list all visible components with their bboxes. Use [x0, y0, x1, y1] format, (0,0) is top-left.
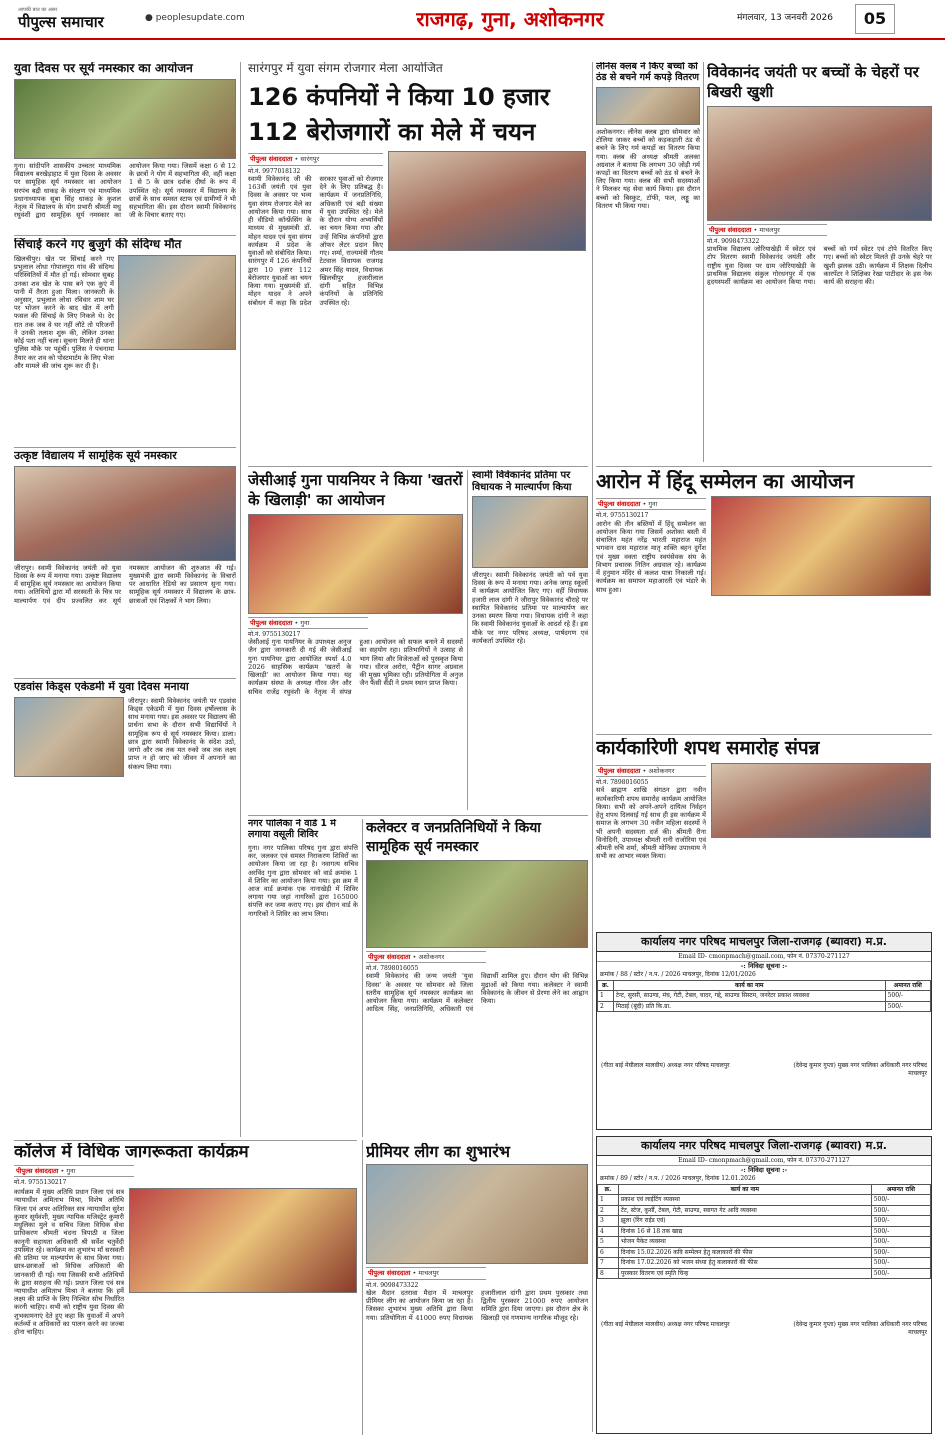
headline: उत्कृष्ट विद्यालय में सामूहिक सूर्य नमस्कार	[14, 450, 177, 462]
byline-mobile: मो.नं. 9755130217	[14, 1178, 67, 1186]
cell: 500/-	[871, 1226, 930, 1237]
headline: स्वामी विवेकानंद प्रतिमा पर विधायक ने माल्यार्पण किया	[472, 470, 572, 493]
cell: झूला (रिंग राईड एवं)	[618, 1216, 871, 1227]
photo	[14, 79, 236, 159]
photo	[711, 763, 931, 838]
photo	[388, 151, 586, 251]
byline-place: गुना	[66, 1166, 76, 1175]
byline-name: पीपुल्स संवाददाता	[250, 155, 293, 164]
byline-name: पीपुल्स संवाददाता	[368, 1269, 411, 1278]
photo	[248, 514, 463, 614]
cell: 500/-	[871, 1258, 930, 1269]
byline-mobile: मो.नं. 9977018132	[248, 167, 301, 175]
headline: कार्यकारिणी शपथ समारोह संपन्न	[596, 738, 820, 759]
story-body: आरोन की तीन बस्तियों में हिंदू सम्मेलन का आयोजन किया गया जिसमें अशोका बस्ती में संचालित महंत नरेंद्र भारती महाराज महंत भगवान दास महाराज मातृ शक्ति बहन दुर्गेश एवं मुख्य वक्ता राष्ट्रीय स्वयंसेवक संघ के विभाग प्रचारक नितिन अग्रवाल रहे। कार्यक्रम में हनुमान मंदिर से कलश यात्रा निकाली गई। कार्यक्रम का समापन महाआरती एवं भंडारे के साथ हुआ।	[596, 519, 706, 594]
table-row	[598, 1205, 931, 1216]
photo	[366, 1164, 588, 1264]
cell: 8	[598, 1268, 619, 1279]
masthead	[0, 7, 145, 32]
cell: 500/-	[885, 991, 930, 1002]
photo	[472, 496, 588, 568]
page-number: 05	[855, 4, 895, 34]
table-row	[598, 1268, 931, 1279]
byline-name: पीपुल्स संवाददाता	[598, 500, 641, 508]
headline: जेसीआई गुना पायनियर ने किया 'खतरों के खिलाड़ी' का आयोजन	[248, 471, 463, 510]
table-row	[598, 1247, 931, 1258]
cell: टेन्ट, सुरसी, साउण्ड, मंच, गेटी, टेबल, चादर, गद्दे, साउण्ड सिस्टम, जनरेटर प्रकाश व्यवस्था	[614, 991, 886, 1002]
cell: 500/-	[871, 1216, 930, 1227]
headline: विवेकानंद जयंती पर बच्चों के चेहरों पर बिखरी खुशी	[707, 63, 919, 102]
cell: 500/-	[871, 1237, 930, 1248]
col-header: अमानत राशि	[885, 980, 930, 991]
story-body: सर्व ब्राह्मण शाखि संगठन द्वारा नवीन कार्यकारिणी शपथ समारोह कार्यक्रम आयोजित किया। सभी को अपने-अपने दायित्व निर्वहन हेतु शपथ दिलवाई गई साथ ही इस कार्यक्रम में समाज के लगभग 30 नवीन महिला सदस्यों ने भी अपनी सदस्यता दर्ज की। श्रीमती रीना विनोदिनी, उपाध्यक्ष श्रीमती रानी राजोरिया एवं श्रीमती रुचि शर्मा, श्रीमती मोनिका उपाध्याय ने सभी का आभार व्यक्त किया।	[596, 786, 706, 861]
byline-mobile: मो.नं. 9098473322	[366, 1281, 419, 1289]
col-header: क्र.	[598, 1184, 619, 1195]
col-header: कार्य का नाम	[618, 1184, 871, 1195]
headline: कॉलेज में विधिक जागरूकता कार्यक्रम	[14, 1143, 249, 1162]
photo	[14, 466, 236, 561]
byline-name: पीपुल्स संवाददाता	[16, 1166, 59, 1175]
story-vivekanand-khushi	[707, 62, 932, 462]
table-row	[598, 1216, 931, 1227]
tender-notice-2	[596, 1136, 932, 1434]
story-body: गुना। नगर पालिका परिषद गुना द्वारा संपत्ति कर, जलकर एवं समस्त निराकरण शिविरों का आयोजन किया जा रहा है। नवागत्य सचिव अरविंद गुना द्वारा सोमवार को वार्ड क्रमांक 1 में शिविर का आयोजन किया गया। इस क्रम में आज वार्ड क्रमांक एक नानाखेड़ी में शिविर लगाया गया जहां नागरिकों द्वारा 165000 संपत्ति कर जमा कराए गए। इस दौरान वार्ड के नागरिकों ने शिविर का लाभ लिया।	[248, 843, 358, 918]
byline-place: गुना	[648, 500, 658, 508]
masthead-title: पीपुल्स समाचार	[18, 12, 104, 31]
byline-name: पीपुल्स संवाददाता	[709, 225, 752, 234]
photo	[711, 496, 931, 596]
site-url-text: peoplesupdate.com	[155, 13, 245, 24]
cell: 500/-	[871, 1205, 930, 1216]
signature-chairperson: (गीता बाई मेघीलाल मालवीय) अध्यक्ष नगर परिषद माचलपुर	[601, 1062, 730, 1070]
headline: नगर पालिका ने वार्ड 1 में लगाया वसूली शिविर	[248, 819, 336, 840]
cell: 500/-	[871, 1247, 930, 1258]
story-collector	[366, 819, 588, 1137]
story-hindu-sammelan	[596, 470, 932, 730]
story-body: स्वामी विवेकानंद जी की 163वीं जयंती एवं युवा दिवस के अवसर पर भव्य युवा संगम रोजगार मेले का आयोजन किया गया। साथ ही वीडियो कॉन्फ्रेंसिंग के माध्यम से मुख्यमंत्री डॉ. मोहन यादव एवं युवा संगम कार्यक्रम में प्रदेश के युवाओं को संबोधित किया। सारंगपुर में 126 कंपनियों द्वारा 10 हजार 112 बेरोजगार युवाओं का चयन किया गया। मुख्यमंत्री डॉ. मोहन यादव ने अपने संबोधन में कहा कि प्रदेश सरकार युवाओं को रोजगार देने के लिए प्रतिबद्ध है। कार्यक्रम में जनप्रतिनिधि, अधिकारी एवं बड़ी संख्या में युवा उपस्थित रहे। मेले के दौरान योग्य अभ्यर्थियों का चयन किया गया और उन्हें विभिन्न कंपनियों द्वारा ऑफर लेटर प्रदान किए गए। शर्मा, राज्यमंत्री गौतम टेटवाल विधायक राजगढ़ अमर सिंह यादव, विधायक खिलचीपुर हजारीलाल दांगी सहित विभिन्न कंपनियों के प्रतिनिधि उपस्थित रहे।	[248, 175, 383, 307]
notice-ref: क्रमांक / 89 / स्टोर / न.प. / 2026 माचलपुर, दिनांक 12.01.2026	[600, 1175, 756, 1183]
notice-email: Email ID- cmonpmach@gmail.com, फोन नं. 07370-271127	[597, 952, 931, 963]
headline: एडवांस किड्स एकेडमी में युवा दिवस मनाया	[14, 681, 189, 693]
section-title: राजगढ़, गुना, अशोकनगर	[416, 6, 604, 31]
story-nagar-palika	[248, 819, 358, 1137]
byline-place: अशोकनगर	[418, 952, 445, 961]
headline: प्रीमियर लीग का शुभारंभ	[366, 1143, 510, 1161]
cell: 7	[598, 1258, 619, 1269]
table-row	[598, 1226, 931, 1237]
story-college	[14, 1143, 357, 1433]
signature-cmo: (देवेन्द्र कुमार गुप्ता) मुख्य नगर पालिका अधिकारी नगर परिषद माचलपुर	[793, 1062, 927, 1077]
notice-subtitle: -: निविदा सूचना :-	[740, 1166, 788, 1175]
story-rojgar	[248, 62, 588, 462]
cell: दिनांक 17.02.2026 को भजन संध्या हेतु कलाकारों की फीस	[618, 1258, 871, 1269]
table-row	[598, 1258, 931, 1269]
headline: आरोन में हिंदू सम्मेलन का आयोजन	[596, 470, 854, 493]
notice-table	[597, 1184, 931, 1280]
byline-name: पीपुल्स संवाददाता	[250, 618, 293, 627]
site-url[interactable]: ● peoplesupdate.com	[145, 13, 245, 24]
cell: दिनांक 15.02.2026 कवि सम्मेलन हेतु कलाकारों की फीस	[618, 1247, 871, 1258]
cell: 2	[598, 1205, 619, 1216]
headline: 126 कंपनियों ने किया 10 हजार 112 बेरोजगारों का मेले में चयन	[248, 82, 550, 146]
story-body: प्राथमिक विद्यालय जोरियाखेड़ी में स्वेटर एवं टोप वितरण स्वामी विवेकानंद जयंती और राष्ट्रीय युवा दिवस पर ग्राम जोरियाखेड़ी के प्राथमिक विद्यालय संकुल गोरधनपुर में एक हृदयस्पर्शी कार्यक्रम का आयोजन किया गया। बच्चों को गर्म स्वेटर एवं टोपे वितरित किए गए। बच्चों को स्वेटर मिलते ही उनके चेहरे पर खुशी झलक उठी। कार्यक्रम में शिक्षक दिलीप कारपेंटर ने शिक्षिका रेखा पाटीदार के इस नेक कार्य की सराहना की।	[707, 245, 932, 287]
byline-mobile: मो.नं. 7898016055	[596, 778, 649, 786]
byline-place: माचलपुर	[759, 225, 780, 234]
notice-title: कार्यालय नगर परिषद माचलपुर जिला-राजगढ़ (ब्यावरा) म.प्र.	[597, 1137, 931, 1156]
page-header	[0, 0, 945, 40]
story-lions	[596, 62, 700, 462]
byline: पीपुल्स संवाददाता • गुना	[248, 617, 368, 629]
story-body: जीरापुर। स्वामी विवेकानंद जयंती पर एडवांस किड्स एकेडमी में युवा दिवस हर्षोल्लास के साथ मनाया गया। इस अवसर पर विद्यालय की प्रार्थना सभा के दौरान सभी विद्यार्थियों ने सामूहिक रूप से सूर्य नमस्कार किया। डाला। छात्र द्वारा स्वामी विवेकानंद के संदेश उठो, जागो और तब तक मत रुको जब तक लक्ष्य प्राप्त न हो जाए को जीवन में अपनाने का संकल्प लिया गया।	[128, 696, 236, 771]
photo	[118, 255, 236, 350]
cell: 1	[598, 1195, 619, 1206]
photo	[129, 1188, 357, 1293]
story-body: जीरापुर। स्वामी विवेकानंद जयंती को पर्व युवा दिवस के रूप में मनाया गया। अनेक जगह स्कूलों में कार्यक्रम आयोजित किए गए। वहीं विधायक हजारी लाल दांगी ने जीरापुर विवेकानंद चौराहे पर स्थापित विवेकानंद प्रतिमा पर माल्यार्पण कर उनका स्मरण किया गया। विधायक दांगी ने कहा कि स्वामी विवेकानंद युवाओं के आदर्श रहे हैं। इस मौके पर नगर परिषद अध्यक्ष, पार्षदगण एवं कार्यकर्ता उपस्थित रहे।	[472, 571, 588, 645]
cell: 1	[598, 991, 614, 1002]
photo	[707, 106, 932, 221]
byline: पीपुल्स संवाददाता • अशोकनगर	[366, 951, 486, 963]
kicker: सारंगपुर में युवा संगम रोजगार मेला आयोजित	[248, 62, 443, 75]
byline-mobile: मो.नं. 7898016055	[366, 964, 419, 972]
story-pratima	[472, 470, 588, 810]
cell: 2	[598, 1001, 614, 1012]
story-body: खेल मैदान दतरावा मैदान में माचलपुर प्रीमियर लीग का आयोजन किया जा रहा है। जिसका शुभारंभ मुख्य अतिथि द्वारा किया गया। प्रतियोगिता में 41000 रुपए विधायक हजारीलाल दांगी द्वारा प्रथम पुरस्कार तथा द्वितीय पुरस्कार 21000 रुपए आयोजन समिति द्वारा दिया जाएगा। इस दौरान क्षेत्र के खिलाड़ी एवं गणमान्य नागरिक मौजूद रहे।	[366, 1289, 588, 1322]
col-header: अमानत राशि	[871, 1184, 930, 1195]
byline-mobile: मो.नं. 9098473322	[707, 237, 760, 245]
notice-ref: क्रमांक / 88 / स्टोर / न.प. / 2026 माचलपुर, दिनांक 12/01/2026	[600, 971, 756, 979]
signature-cmo: (देवेन्द्र कुमार गुप्ता) मुख्य नगर पालिका अधिकारी नगर परिषद माचलपुर	[793, 1321, 927, 1336]
cell: 500/-	[871, 1195, 930, 1206]
headline: युवा दिवस पर सूर्य नमस्कार का आयोजन	[14, 62, 193, 75]
story-body: जेसीआई गुना पायनियर के उपाध्यक्ष अनुज जैन द्वारा जानकारी दी गई की जेसीआई गुना पायनियर द्वारा आयोजित स्पर्धा 4.0 2026 साहसिक कार्यक्रम 'खतरों के खिलाड़ी' का आयोजन किया गया। यह कार्यक्रम संस्था के अध्यक्ष गौरव जैन और सचिव राजेंद्र रघुवंशी के नेतृत्व में संपन्न हुआ। आयोजन को सफल बनाने में सदस्यों का सहयोग रहा। प्रतिभागियों ने उत्साह से भाग लिया और विजेताओं को पुरस्कृत किया गया। धीरज अरोरा, पैट्रीन सागर अग्रवाल की मुख्य भूमिका रही। प्रतियोगिता में अनुज जैन फैंसी सैंडी ने प्रथम स्थान प्राप्त किया।	[248, 638, 463, 696]
story-sinchai	[14, 238, 236, 443]
story-body: गुना। सांदीपनि शासकीय उच्चतर माध्यमिक विद्यालय बरखेड़ाहाट में युवा दिवस के अवसर पर सामूहिक सूर्य नमस्कार का आयोजन सरपंच बद्री धाकड़ के संरक्षण एवं माध्यमिक प्रधानाध्यापक सूबा सिंह धाकड़ के कुशल नेतृत्व में विद्यालय के योग प्रभारी श्रीमती मधु रघुवंशी द्वारा सामूहिक सूर्य नमस्कार का आयोजन किया गया। जिसमें कक्षा 6 से 12 के छात्रों ने योग में सहभागिता की, वहीं कक्षा 1 से 5 के छात्र दर्शक दीर्घा के रूप में उपस्थित रहे। सूर्य नमस्कार में विद्यालय के छात्रों के साथ समस्त स्टाफ एवं ग्रामीणों ने भी सहभागिता की। इस दौरान स्वामी विवेकानंद जी के विचार बताए गए।	[14, 161, 236, 220]
story-body: कार्यक्रम में मुख्य अतिथि प्रधान जिला एवं सत्र न्यायाधीश अमिताभ मिश्रा, विशेष अतिथि जिला एवं अपर अतिरिक्त सत्र न्यायाधीश सुरेश कुमार सूर्यवंशी, मुख्य न्यायिक मजिस्ट्रेट कुमारी मधुलिका मुले व सचिव जिला विधिक सेवा प्राधिकरण श्रीमती चंदना त्रिपाठी व जिला कानूनी सहायता अधिकारी श्री सर्वेश चतुर्वेदी उपस्थित रहे। कार्यक्रम का शुभारंभ माँ सरस्वती की प्रतिमा पर माल्यार्पण के साथ किया गया। छात्र-छात्राओं को विधिक अधिकारों की जानकारी दी गई। गया जिसकी सभी अतिथियों के द्वारा सराहना की गई। प्रधान जिला एवं सत्र न्यायाधीश अमिताभ मिश्रा ने बताया कि हमें लक्ष्य की प्राप्ति के लिए निश्चित सोच निर्धारित करनी चाहिए। सभी को राष्ट्रीय युवा दिवस की शुभकामनाएं देते हुए कहा कि युवाओं में अपने कर्तव्यों व अधिकारों का पालन करने का जज्बा होना चाहिए।	[14, 1188, 124, 1337]
cell: 500/-	[885, 1001, 930, 1012]
story-body: जीरापुर। स्वामी विवेकानंद जयंती को युवा दिवस के रूप में मनाया गया। उत्कृष्ट विद्यालय में सामूहिक सूर्य नमस्कार का आयोजन किया गया। अतिथियों द्वारा माँ सरस्वती के चित्र पर माल्यार्पण एवं दीप प्रज्वलित कर सूर्य नमस्कार आयोजन की शुरुआत की गई। मुख्यमंत्री द्वारा स्वामी विवेकानंद के विचारों पर आधारित रेडियो का प्रसारण सुना गया। सामूहिक सूर्य नमस्कार में विद्यालय के छात्र-छात्राओं एवं शिक्षकों ने भाग लिया।	[14, 563, 236, 605]
byline: पीपुल्स संवाददाता • अशोकनगर	[596, 765, 706, 777]
story-utkrisht	[14, 450, 236, 675]
photo	[366, 860, 588, 948]
byline: पीपुल्स संवाददाता • सारंगपुर	[248, 153, 383, 165]
col-header: क्र.	[598, 980, 614, 991]
cell: टेंट, स्टेज, कुर्सी, टेबल, गेटी, साउण्ड, स्वागत गेट आदि व्यवस्था	[618, 1205, 871, 1216]
story-body: अशोकनगर। लीनेस क्लब द्वारा सोमवार को टोलिया जाकर बच्चों को कड़कड़ाती ठंड से बचने के लिए गर्म कपड़ों का वितरण किया गया। क्लब की अध्यक्ष श्रीमती अलका अग्रवाल ने बताया कि लगभग 30 जोड़ी गर्म कपड़ों का वितरण बच्चों को ठंड से बचने के लिए किया गया। क्लब की सभी सदस्याओं ने मिलकर यह सेवा कार्य किया। इस दौरान बच्चों को बिस्कुट, टॉफी, फल, लड्डू का वितरण भी किया गया।	[596, 127, 700, 210]
col-header: कार्य का नाम	[614, 980, 886, 991]
byline-place: सारंगपुर	[300, 155, 320, 164]
byline-place: अशोकनगर	[648, 766, 675, 775]
byline-mobile: मो.नं. 9755130217	[248, 630, 301, 638]
tender-notice-1	[596, 932, 932, 1130]
cell: 4	[598, 1226, 619, 1237]
byline: पीपुल्स संवाददाता • माचलपुर	[707, 224, 827, 236]
notice-table	[597, 980, 931, 1013]
byline-place: गुना	[300, 618, 310, 627]
table-row	[598, 1195, 931, 1206]
byline-place: माचलपुर	[418, 1269, 439, 1278]
byline-mobile: मो.नं. 9755130217	[596, 512, 649, 520]
cell: मिठाई (बूंदी) प्रति कि.ग्रा.	[614, 1001, 886, 1012]
byline-name: पीपुल्स संवाददाता	[598, 766, 641, 775]
story-premier	[366, 1143, 588, 1433]
headline: लीनेस क्लब ने किए बच्चों को ठंड से बचने गर्म कपड़े वितरण	[596, 62, 700, 83]
cell: भोजन पैकेट व्यवस्था	[618, 1237, 871, 1248]
table-row	[598, 1001, 931, 1012]
cell: 6	[598, 1247, 619, 1258]
headline: सिंचाई करने गए बुजुर्ग की संदिग्ध मौत	[14, 238, 182, 251]
signature-chairperson: (गीता बाई मेघीलाल मालवीय) अध्यक्ष नगर परिषद माचलपुर	[601, 1321, 730, 1329]
byline-name: पीपुल्स संवाददाता	[368, 952, 411, 961]
story-body: खिलचीपुर। खेत पर सिंचाई करने गए प्रभुलाल लोधा गोपालपुरा गांव की संदिग्ध परिस्थितियों में मौत हो गई। सोमवार सुबह उनका शव खेत के पास बने एक कुएं में पानी में तैरता हुआ मिला। जानकारी के अनुसार, प्रभुलाल लोधा रविवार शाम घर पर भोजन करने के बाद खेत में लगी फसल की सिंचाई के लिए निकले थे। देर रात तक जब वे घर नहीं लौटे तो परिजनों ने उनकी तलाश शुरू की, लेकिन उनका कोई पता नहीं चला। सूचना मिलते ही थाना पुलिस मौके पर पहुंची। पुलिस ने पंचनामा तैयार कर शव को पोस्टमार्टम के लिए भेजा और मामले की जांच शुरू कर दी है।	[14, 254, 115, 370]
table-row	[598, 1237, 931, 1248]
byline: पीपुल्स संवाददाता • गुना	[14, 1165, 134, 1177]
byline: पीपुल्स संवाददाता • माचलपुर	[366, 1267, 486, 1279]
photo	[596, 87, 700, 125]
story-karyakarini	[596, 738, 932, 928]
cell: 500/-	[871, 1268, 930, 1279]
headline: कलेक्टर व जनप्रतिनिधियों ने किया सामूहिक सूर्य नमस्कार	[366, 820, 541, 855]
notice-email: Email ID- cmonpmach@gmail.com, फोन नं. 07370-271127	[597, 1156, 931, 1167]
masthead-tagline: आपकी बात का असर	[18, 6, 58, 13]
notice-subtitle: -: निविदा सूचना :-	[740, 962, 788, 971]
cell: दिनांक 16 से 18 तक खाद्य	[618, 1226, 871, 1237]
story-jci	[248, 470, 463, 810]
photo	[14, 697, 124, 777]
table-row	[598, 991, 931, 1002]
story-body: स्वामी विवेकानंद की जन्म जयंती 'युवा दिवस' के अवसर पर सोमवार को जिला स्तरीय सामूहिक सूर्य नमस्कार कार्यक्रम का आयोजन किया गया। कार्यक्रम में कलेक्टर आदित्य सिंह, जनप्रतिनिधि, अधिकारी एवं विद्यार्थी शामिल हुए। दौरान योग की विभिन्न मुद्राओं को किया गया। कलेक्टर ने स्वामी विवेकानंद के जीवन से प्रेरणा लेने का आह्वान किया।	[366, 972, 588, 1014]
cell: 5	[598, 1237, 619, 1248]
story-yuva-surya	[14, 62, 236, 232]
cell: प्रकाश एवं लाईटिंग व्यवस्था	[618, 1195, 871, 1206]
cell: 3	[598, 1216, 619, 1227]
issue-date: मंगलवार, 13 जनवरी 2026	[736, 13, 833, 24]
byline: पीपुल्स संवाददाता • गुना	[596, 498, 706, 510]
cell: पुरस्कार वितरण एवं स्मृति चिन्ह	[618, 1268, 871, 1279]
notice-title: कार्यालय नगर परिषद माचलपुर जिला-राजगढ़ (ब्यावरा) म.प्र.	[597, 933, 931, 952]
story-edvance	[14, 681, 236, 829]
